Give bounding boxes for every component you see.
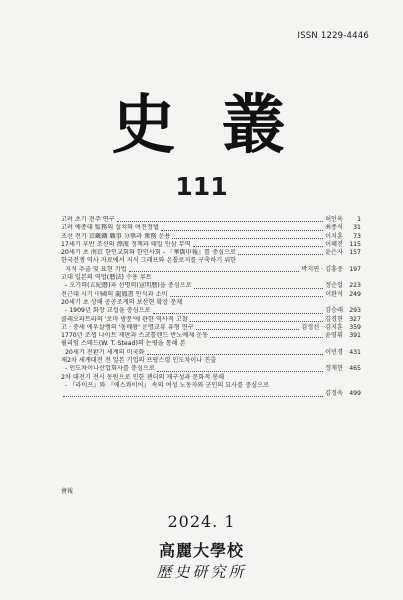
toc-entry-title: 17세기 후반 조선의 漂流 정책과 태일 인삼 무역 <box>61 240 191 248</box>
toc-entry-title: 고대 일본의 역법(曆法) 수용 루트 <box>61 274 152 282</box>
toc-entry-page: 391 <box>349 332 361 340</box>
toc-entry-title: 20세기 전환기 세계의 미국화 <box>65 348 145 356</box>
toc-entry <box>61 241 361 249</box>
issn-number: ISSN 1229-4446 <box>297 31 369 41</box>
toc-entry <box>61 216 361 224</box>
toc-entry-page: 327 <box>349 315 361 323</box>
toc-entry-author: 김승래 <box>325 307 343 315</box>
toc-entry-author: 이지훈 <box>325 232 343 240</box>
toc-leader-dots <box>147 354 324 355</box>
toc-leader-dots <box>157 371 323 372</box>
toc-entry-title: 제2차 세계대전 전 일본 기업의 프랑스령 인도차이나 진출 <box>61 357 217 365</box>
toc-entry-title: - 1909년 화장 교섭을 중심으로 <box>65 307 151 315</box>
toc-entry-author: 정순일 <box>325 282 343 290</box>
toc-entry-title: 고 · 중세 에우살렘의 '돔배왕' 운명교류 유형 연구 <box>61 323 194 331</box>
toc-entry <box>61 291 361 299</box>
toc-entry-author: 박지연 · 김흥중 <box>301 265 343 273</box>
toc-entry <box>61 307 361 315</box>
toc-entry-author: 윤은자 <box>325 249 343 257</box>
publisher-label: 會報 <box>61 488 74 495</box>
toc-entry-title: 2차 대전기 전시 동원으로 인한 젠더의 재구성과 문화적 봉쇄 <box>61 373 225 381</box>
toc-entry <box>61 224 361 232</box>
toc-leader-dots <box>172 238 323 239</box>
toc-entry-page: 157 <box>349 249 361 257</box>
toc-entry-page: 1 <box>357 216 361 223</box>
toc-leader-dots <box>194 288 323 289</box>
toc-leader-dots <box>129 271 300 272</box>
toc-entry-author: 이완석 <box>325 290 343 298</box>
toc-leader-dots <box>238 254 323 255</box>
toc-entry-title: 클레오파트라의 '로마 방문'에 관한 역사적 고찰 <box>61 315 188 323</box>
toc-entry-page: 359 <box>349 323 361 331</box>
toc-entry-title: 고려 예종대 監務의 설치와 여진정벌 <box>61 224 159 232</box>
toc-entry <box>61 233 361 241</box>
table-of-contents <box>61 216 361 399</box>
toc-entry <box>61 282 361 290</box>
toc-entry-author: 김경현 <box>325 315 343 323</box>
toc-entry-page: 293 <box>349 307 361 315</box>
toc-entry <box>61 266 361 274</box>
toc-entry-author: 최종석 <box>325 224 343 232</box>
toc-leader-dots <box>196 329 300 330</box>
toc-leader-dots <box>210 337 323 338</box>
toc-entry <box>61 349 361 357</box>
toc-leader-dots <box>117 221 323 222</box>
toc-entry-title: 고려 초기 전주 연구 <box>61 216 115 223</box>
toc-entry-title: - 『라이프』와 『에스콰이어』 속의 여성 노동자와 군인의 묘사를 중심으로 <box>65 381 270 389</box>
toc-entry <box>61 316 361 324</box>
toc-entry-author: 김정욱 <box>325 390 343 398</box>
toc-entry-page: 31 <box>353 224 361 232</box>
toc-entry-author: 정재현 <box>325 365 343 373</box>
toc-entry-author: 허인욱 <box>325 216 343 223</box>
toc-entry-title: - 인도차이나산업회사를 중심으로 <box>65 365 155 373</box>
toc-entry <box>61 390 361 398</box>
institute-name: 歷史研究所 <box>156 563 247 581</box>
toc-entry-page: 499 <box>349 390 361 398</box>
toc-entry-page: 73 <box>353 232 361 240</box>
toc-entry <box>61 324 361 332</box>
toc-entry-page: 223 <box>349 282 361 290</box>
toc-entry-author: 윤영휘 <box>325 332 343 340</box>
university-name: 高麗大學校 <box>158 541 244 560</box>
toc-entry-title: 1770년 조셉 나이트 재판과 스코틀랜드 반노예제 운동 <box>61 332 209 340</box>
toc-entry-title: 20세기 초 상해 공공조계의 보산현 확장 문제 <box>61 298 183 306</box>
toc-entry-author: 이민경 <box>325 348 343 356</box>
toc-entry-title: 전근대 시기 中國의 龍鳳書 인식과 소비 <box>61 290 168 298</box>
toc-entry-author: 김정선 · 김지훈 <box>301 323 343 331</box>
toc-entry-page: 115 <box>349 240 361 248</box>
issue-number: 111 <box>175 172 228 201</box>
toc-entry-title: 윌리엄 스테드(W. T. Stead)의 논평을 통해 본 <box>61 340 186 348</box>
toc-entry-page: 465 <box>349 365 361 373</box>
toc-leader-dots <box>193 246 323 247</box>
journal-title: 史叢 <box>111 88 332 163</box>
toc-entry <box>61 365 361 373</box>
toc-leader-dots <box>153 313 323 314</box>
toc-entry-title: - 오기력(五紀曆)과 선명력(宣明曆)을 중심으로 <box>65 282 192 290</box>
toc-leader-dots <box>63 396 323 397</box>
publication-date: 2024. 1 <box>167 512 236 531</box>
toc-leader-dots <box>170 296 324 297</box>
toc-entry-title: 지식 추출 및 표현 기법 <box>65 265 127 273</box>
toc-entry-title: 한국전쟁 역사 자료에서 지식 그래프와 온톨로지를 구축하기 위한 <box>61 257 237 265</box>
toc-leader-dots <box>190 321 323 322</box>
toc-entry-author: 이혜진 <box>325 240 343 248</box>
toc-entry-page: 249 <box>349 290 361 298</box>
toc-entry-page: 431 <box>349 348 361 356</box>
toc-entry-title: 조선 전기 京畿鐵 職事 分擧과 衆務 운용 <box>61 232 171 240</box>
toc-entry-page: 197 <box>349 265 361 273</box>
toc-leader-dots <box>161 230 323 231</box>
toc-entry-title: 20세기 초 南京 한인교회와 한인사회 - 『華僑申報』를 중심으로 <box>61 249 236 257</box>
